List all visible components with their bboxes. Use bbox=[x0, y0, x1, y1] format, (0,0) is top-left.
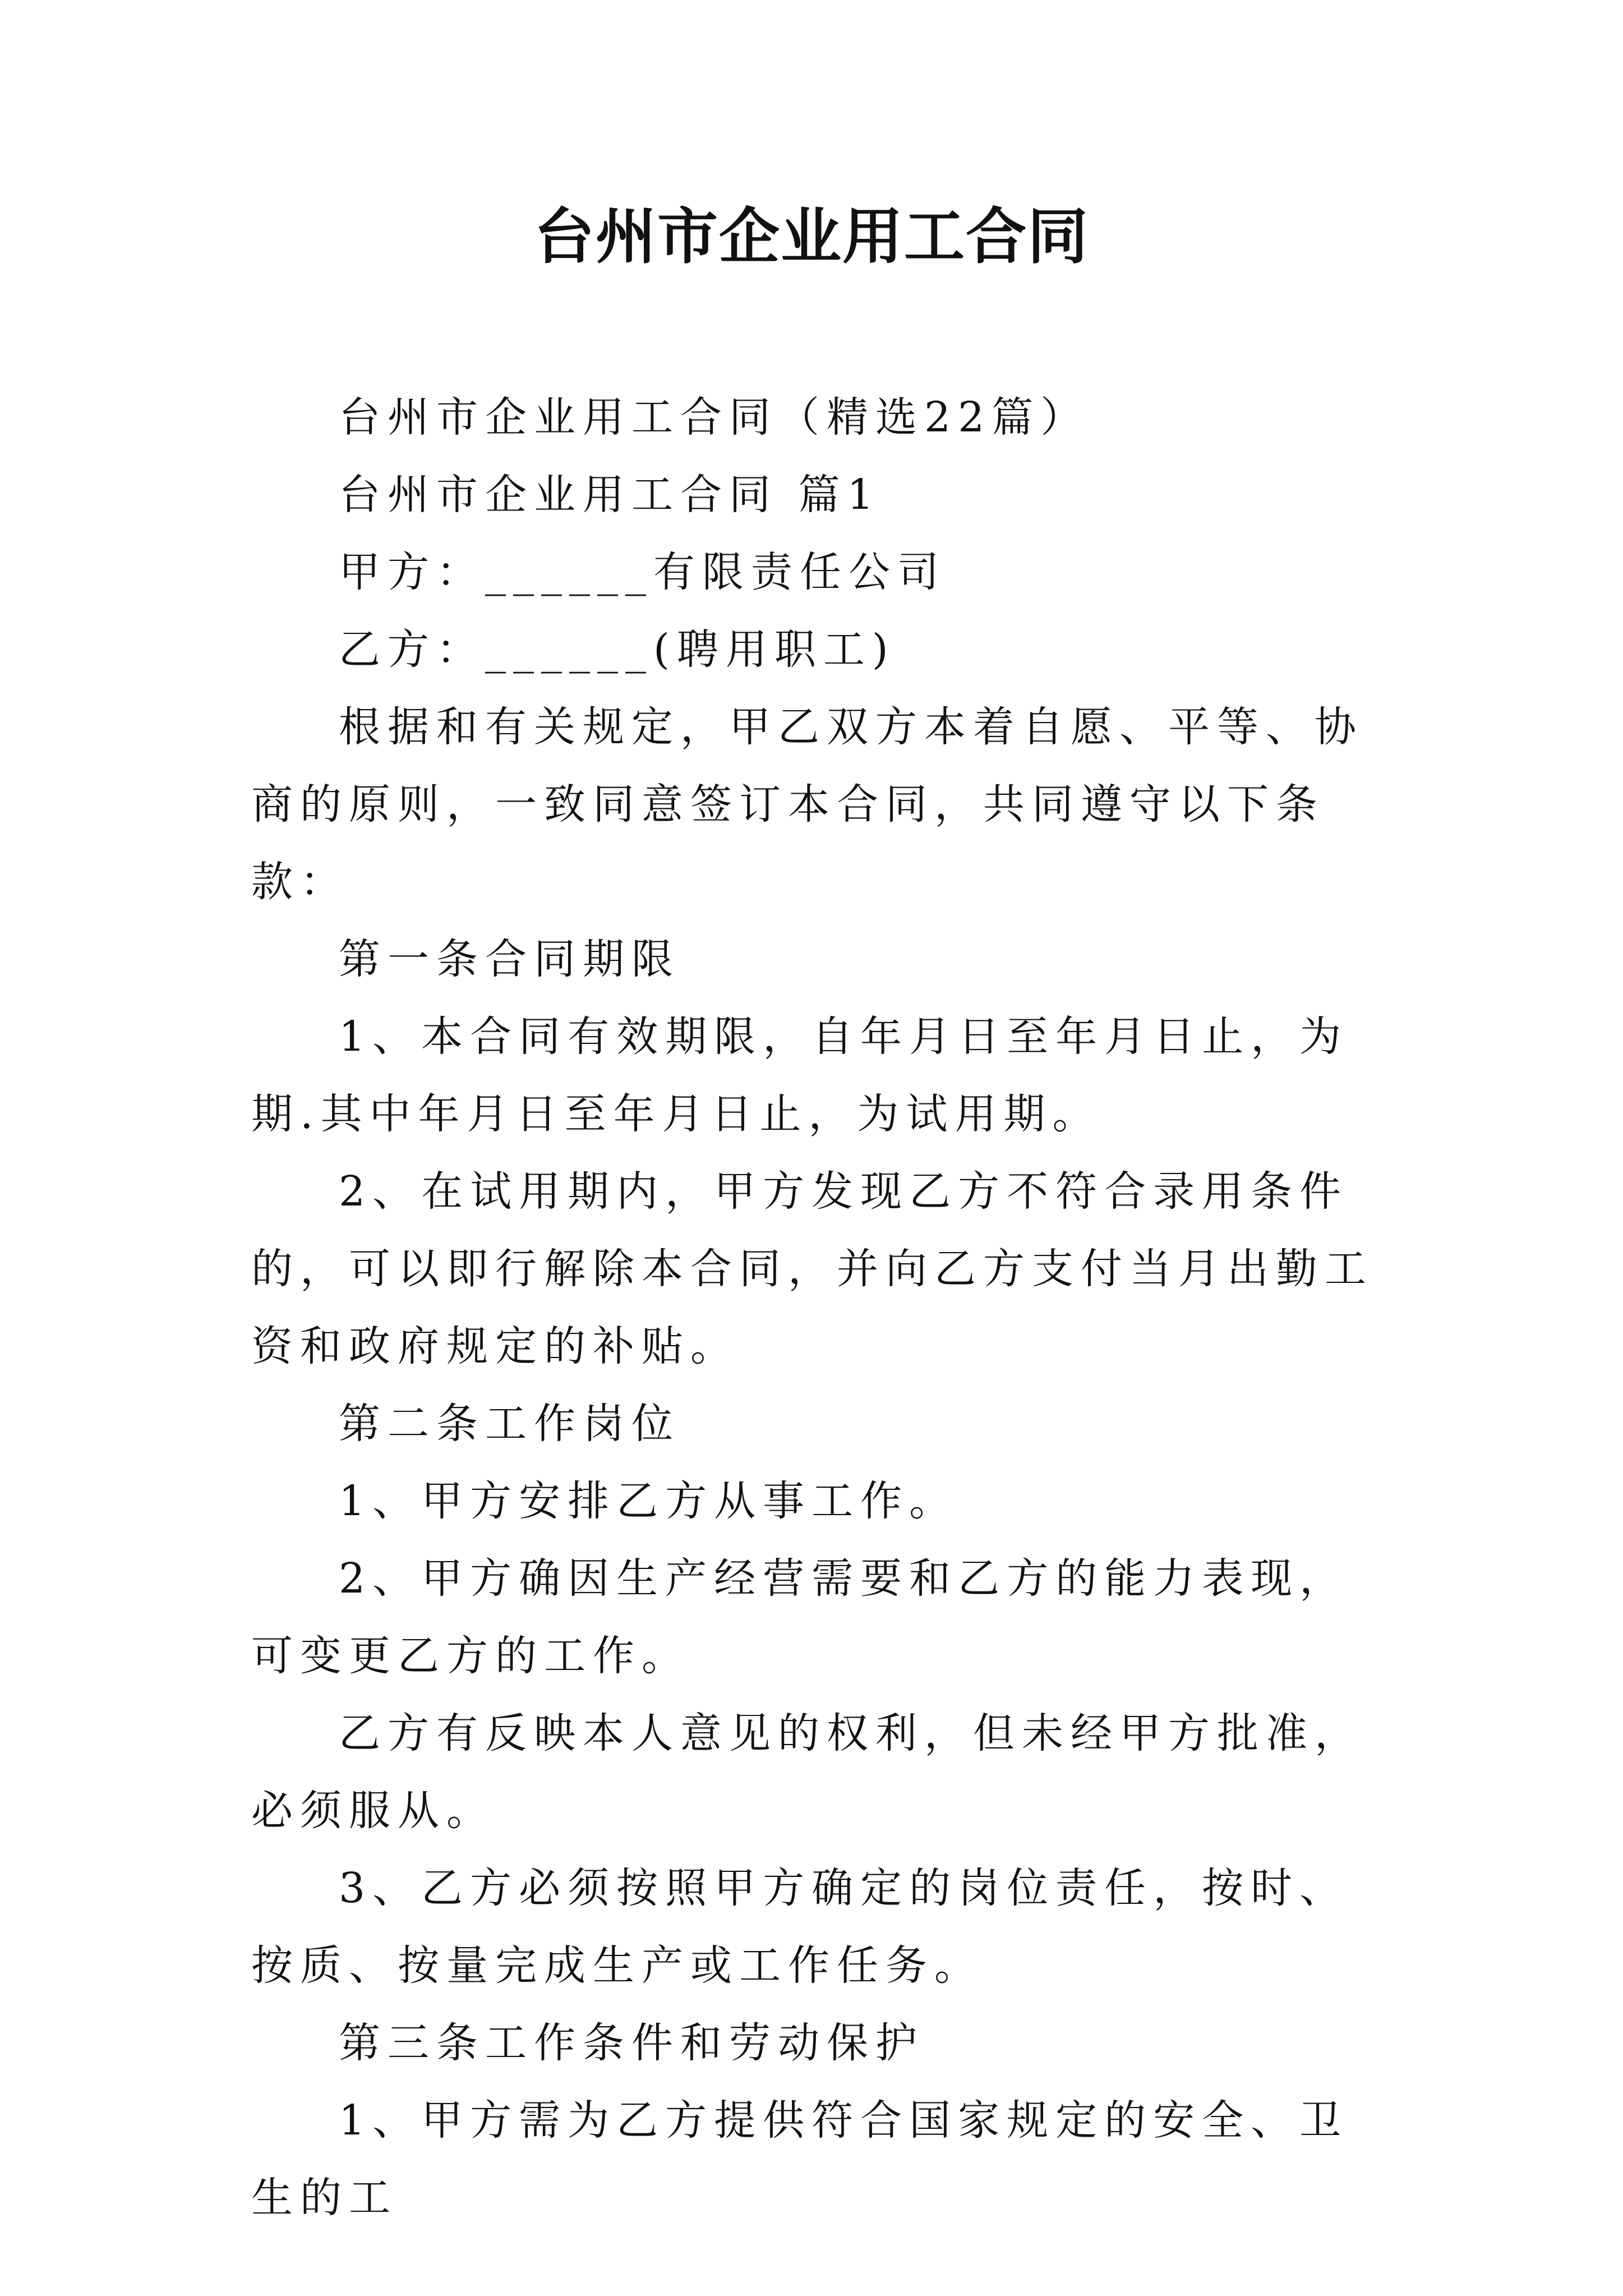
paragraph-subtitle: 台州市企业用工合同（精选22篇） bbox=[339, 393, 1090, 441]
paragraph-article-2-item-1: 1、甲方安排乙方从事工作。 bbox=[339, 1477, 958, 1525]
paragraph-article-1-item-2: 2、在试用期内，甲方发现乙方不符合录用条件的，可以即行解除本合同，并向乙方支付当月出勤工资和政府规定的补贴。 bbox=[251, 1167, 1373, 1370]
paragraph-article-2-item-2: 2、甲方确因生产经营需要和乙方的能力表现，可变更乙方的工作。 bbox=[251, 1554, 1349, 1680]
paragraph-article-1-item-1: 1、本合同有效期限，自年月日至年月日止，为期.其中年月日至年月日止，为试用期。 bbox=[251, 1013, 1349, 1138]
paragraph-party-a: 甲方：______有限责任公司 bbox=[339, 548, 946, 596]
paragraph-party-b: 乙方：______(聘用职工) bbox=[339, 625, 896, 674]
paragraph-section-heading: 台州市企业用工合同 篇1 bbox=[339, 471, 881, 519]
paragraph-article-2-item-3: 3、乙方必须按照甲方确定的岗位责任，按时、按质、按量完成生产或工作任务。 bbox=[251, 1864, 1349, 1990]
paragraph-preamble: 根据和有关规定，甲乙双方本着自愿、平等、协商的原则，一致同意签订本合同，共同遵守以下条款： bbox=[251, 703, 1363, 906]
document-body bbox=[251, 379, 1384, 2237]
paragraph-article-1-heading: 第一条合同期限 bbox=[339, 935, 680, 983]
paragraph-article-3-heading: 第三条工作条件和劳动保护 bbox=[339, 2019, 924, 2067]
paragraph-article-2-note: 乙方有反映本人意见的权利，但未经甲方批准，必须服从。 bbox=[251, 1709, 1363, 1835]
paragraph-article-2-heading: 第二条工作岗位 bbox=[339, 1400, 680, 1448]
document-title: 台州市企业用工合同 bbox=[533, 201, 1089, 272]
paragraph-article-3-item-1: 1、甲方需为乙方提供符合国家规定的安全、卫生的工 bbox=[251, 2096, 1349, 2222]
